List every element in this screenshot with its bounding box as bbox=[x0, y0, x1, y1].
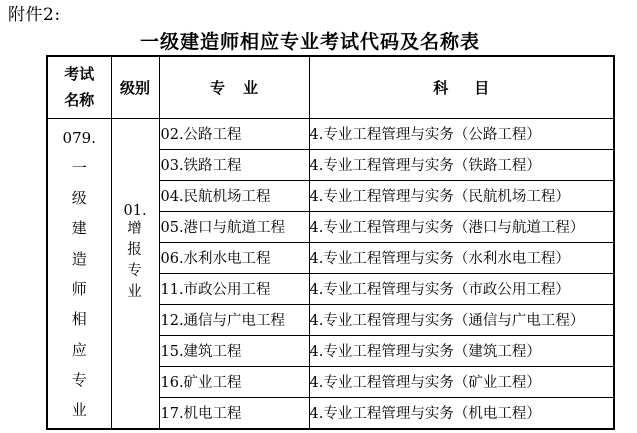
major-cell: 16.矿业工程 bbox=[159, 366, 309, 397]
subject-cell: 4.专业工程管理与实务（公路工程） bbox=[309, 118, 614, 149]
subject-cell: 4.专业工程管理与实务（民航机场工程） bbox=[309, 180, 614, 211]
major-cell: 06.水利水电工程 bbox=[159, 242, 309, 273]
header-exam-name-line2: 名称 bbox=[64, 91, 95, 110]
level-char: 专 bbox=[127, 262, 142, 279]
subject-cell: 4.专业工程管理与实务（建筑工程） bbox=[309, 335, 614, 366]
major-cell: 03.铁路工程 bbox=[159, 149, 309, 180]
exam-name-char: 造 bbox=[71, 249, 87, 268]
exam-name-char: 级 bbox=[71, 189, 87, 208]
exam-name-char: 建 bbox=[71, 219, 87, 238]
level-char: 01. bbox=[123, 202, 147, 219]
header-subject: 科目 bbox=[309, 56, 614, 118]
subject-cell: 4.专业工程管理与实务（水利水电工程） bbox=[309, 242, 614, 273]
exam-name-char: 业 bbox=[71, 401, 87, 420]
exam-name-char: 师 bbox=[71, 279, 87, 298]
level-char: 报 bbox=[127, 241, 142, 258]
header-exam-name bbox=[47, 56, 111, 118]
major-cell: 15.建筑工程 bbox=[159, 335, 309, 366]
subject-cell: 4.专业工程管理与实务（矿业工程） bbox=[309, 366, 614, 397]
level-text bbox=[124, 204, 146, 303]
exam-name-cell bbox=[47, 118, 111, 429]
major-cell: 05.港口与航道工程 bbox=[159, 211, 309, 242]
level-char: 业 bbox=[127, 283, 142, 300]
subject-cell: 4.专业工程管理与实务（通信与广电工程） bbox=[309, 304, 614, 335]
header-level: 级别 bbox=[111, 56, 159, 118]
major-cell: 11.市政公用工程 bbox=[159, 273, 309, 304]
major-cell: 17.机电工程 bbox=[159, 397, 309, 429]
level-cell bbox=[111, 118, 159, 429]
page-title: 一级建造师相应专业考试代码及名称表 bbox=[140, 31, 481, 53]
subject-cell: 4.专业工程管理与实务（铁路工程） bbox=[309, 149, 614, 180]
exam-name-char: 相 bbox=[71, 310, 87, 329]
exam-name-char: 一 bbox=[71, 158, 87, 177]
attachment-label: 附件2: bbox=[8, 5, 61, 25]
header-major: 专业 bbox=[159, 56, 309, 118]
exam-name-char: 079. bbox=[62, 128, 96, 147]
subject-cell: 4.专业工程管理与实务（港口与航道工程） bbox=[309, 211, 614, 242]
major-cell: 02.公路工程 bbox=[159, 118, 309, 149]
exam-name-char: 专 bbox=[71, 370, 87, 389]
major-cell: 04.民航机场工程 bbox=[159, 180, 309, 211]
subject-cell: 4.专业工程管理与实务（机电工程） bbox=[309, 397, 614, 429]
exam-code-table bbox=[46, 55, 615, 430]
table-row bbox=[47, 118, 614, 149]
exam-name-char: 应 bbox=[71, 340, 87, 359]
major-cell: 12.通信与广电工程 bbox=[159, 304, 309, 335]
header-exam-name-line1: 考试 bbox=[64, 65, 95, 84]
subject-cell: 4.专业工程管理与实务（市政公用工程） bbox=[309, 273, 614, 304]
level-char: 增 bbox=[127, 220, 142, 237]
